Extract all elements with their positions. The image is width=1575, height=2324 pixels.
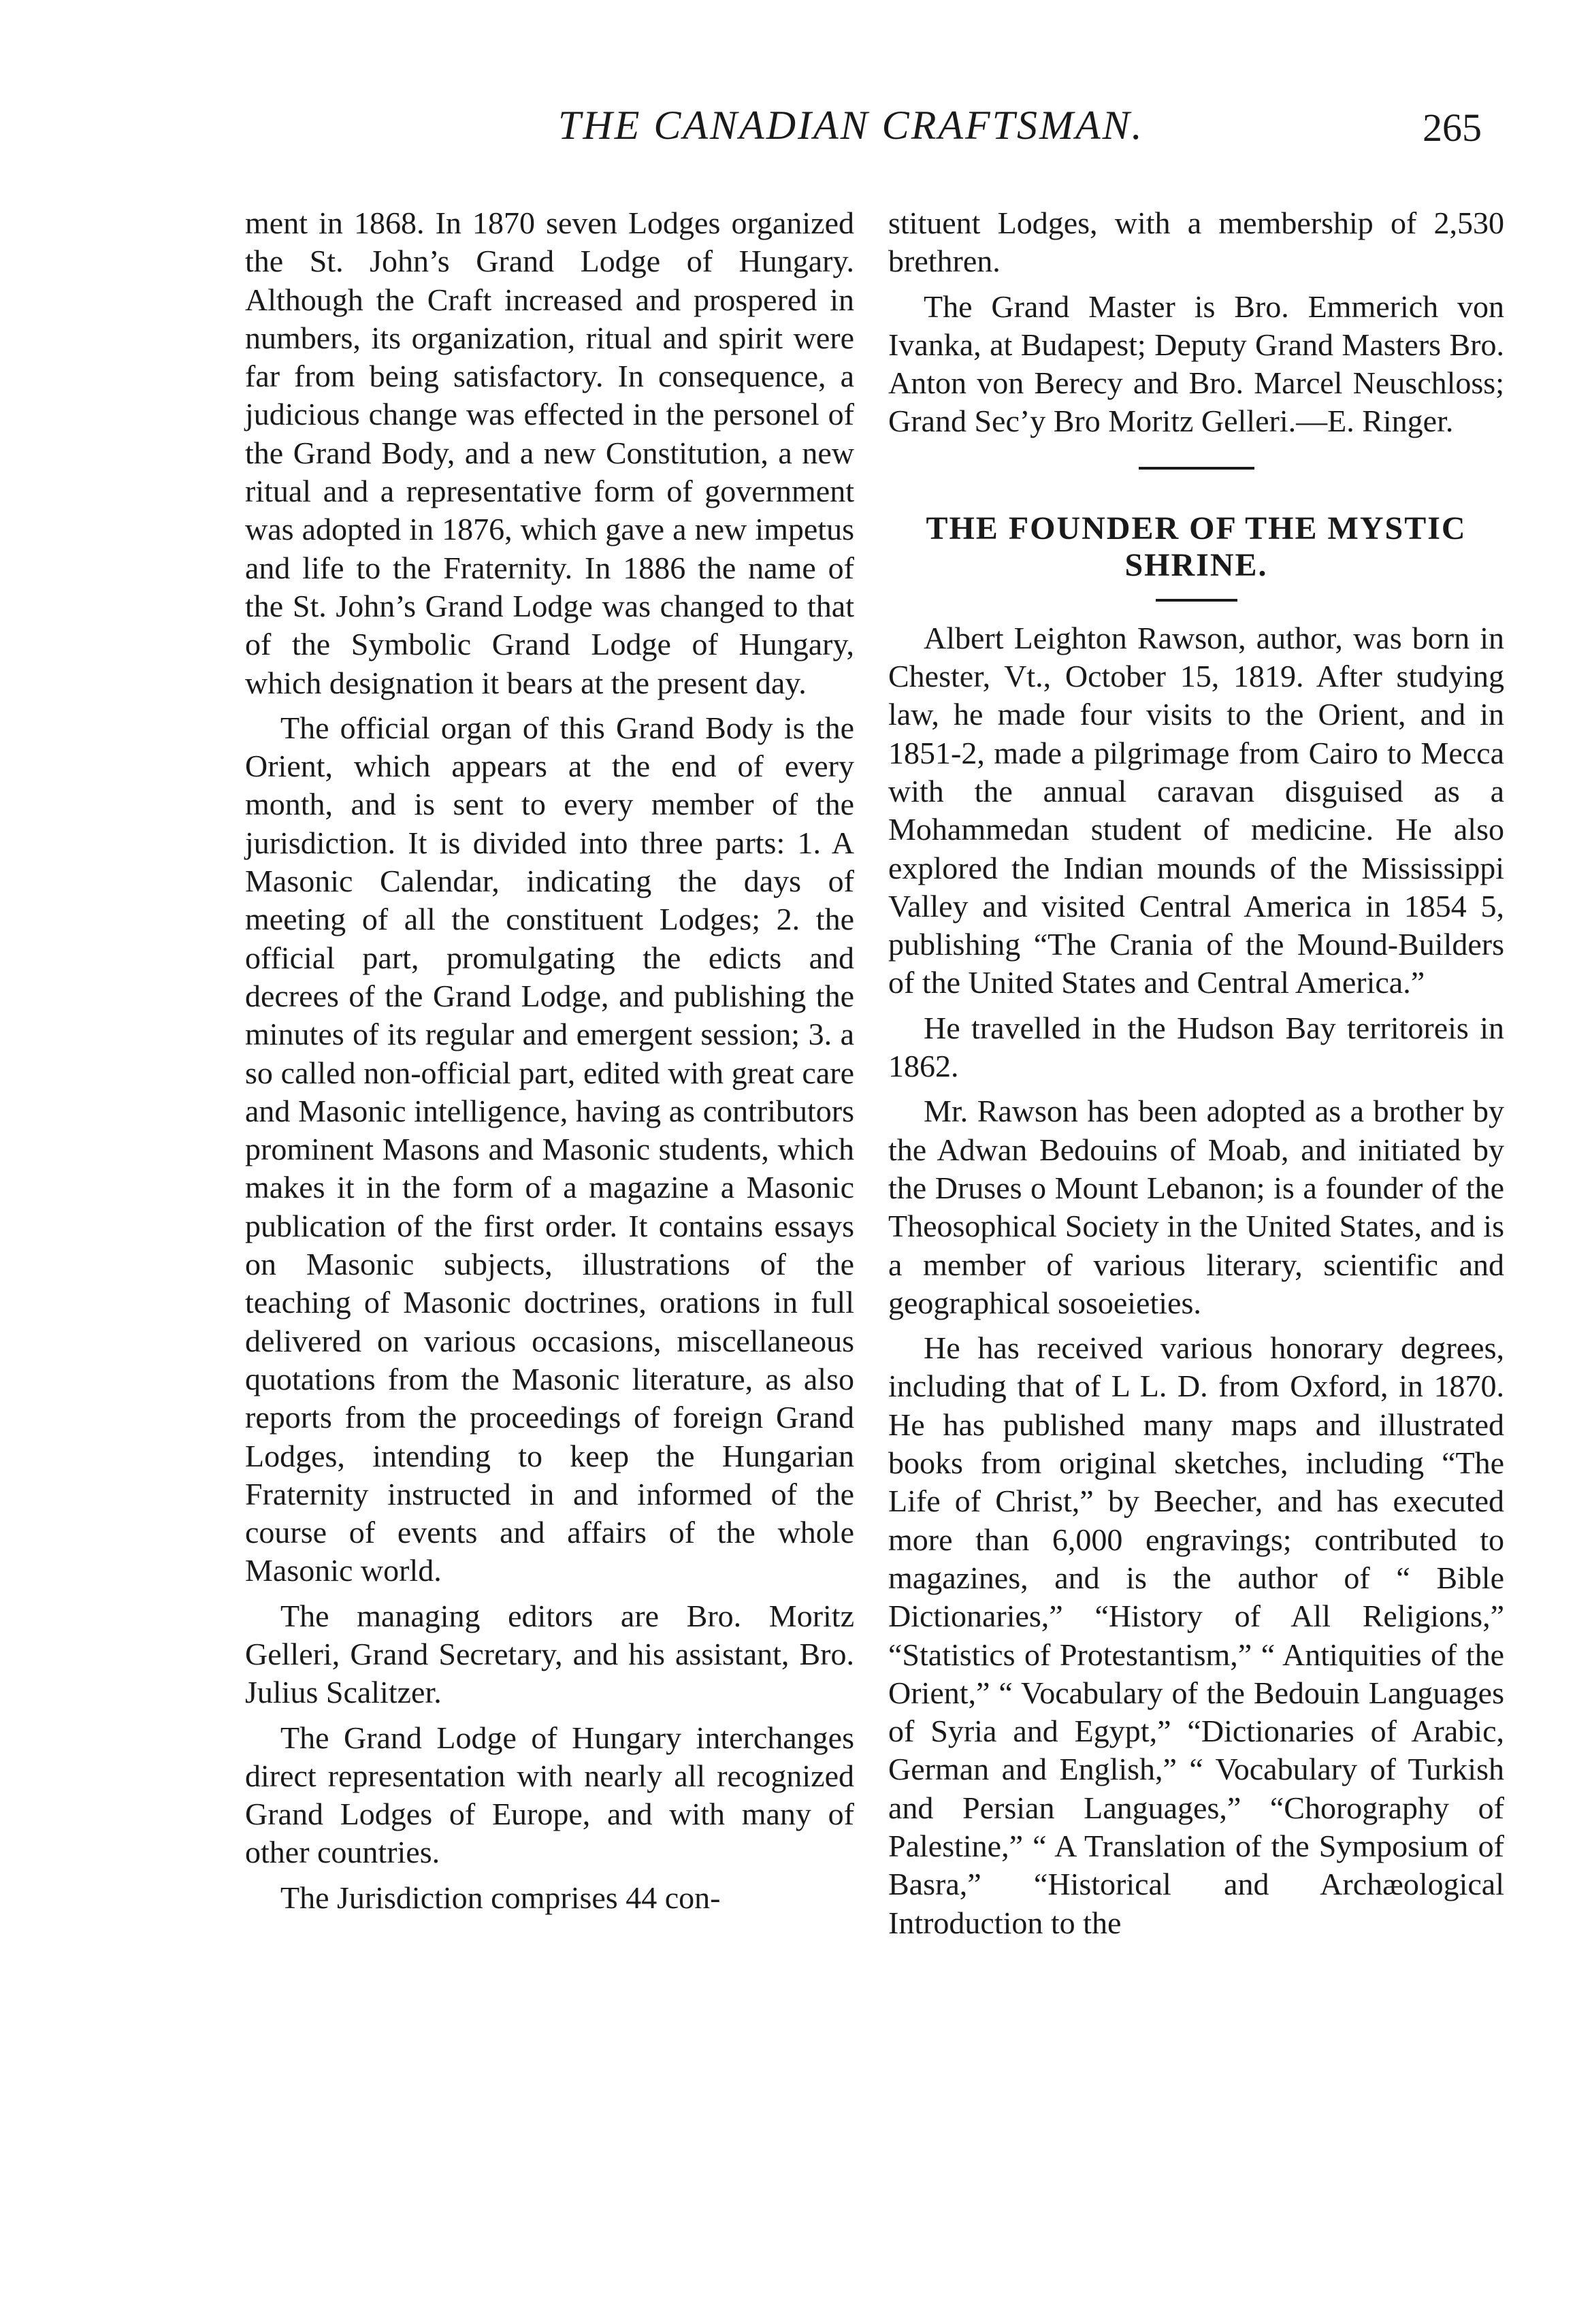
running-title: THE CANADIAN CRAFTSMAN. [558,103,1144,148]
paragraph: ment in 1868. In 1870 seven Lodges organized the St. John’s Grand Lodge of Hungary. Although the Craft increased and prospered in numbers, its organization, ritual and spirit were far from being satisfactory. In consequence, a judicious change was effected in the personel of the Grand Body, and a new Constitution, a new ritual and a representative form of government was adopted in 1876, which gave a new impetus and life to the Fraternity. In 1886 the name of the St. John’s Grand Lodge was changed to that of the Symbolic Grand Lodge of Hungary, which designation it bears at the present day. [245,206,854,700]
paragraph: The managing editors are Bro. Moritz Gelleri, Grand Secretary, and his assistant, Bro. Julius Scalitzer. [245,1598,854,1710]
paragraph: He has received various honorary degrees, including that of L L. D. from Oxford, in 1870. He has published many maps and illustrated books from original sketches, including “The Life of Christ,” by Beecher, and has executed more than 6,000 engravings; contributed to magazines, and is the author of “ Bible Dictionaries,” “History of All Religions,” “Statistics of Protestantism,” “ Antiquities of the Orient,” “ Vocabulary of the Bedouin Languages of Syria and Egypt,” “Dictionaries of Arabic, German and English,” “ Vocabulary of Turkish and Persian Languages,” “Chorography of Palestine,” “ A Translation of the Symposium of Basra,” “Historical and Archæological Introduction to the [888,1330,1504,1940]
section-divider [1139,467,1254,470]
paragraph: Mr. Rawson has been adopted as a brother by the Adwan Bedouins of Moab, and initiated by the Druses o Mount Lebanon; is a founder of the Theosophical Society in the United States, and is a member of various literary, scientific and geographical sosoeieties. [888,1094,1504,1320]
paragraph: The Grand Lodge of Hungary interchanges direct representation with nearly all recognized Grand Lodges of Europe, and with many of other countries. [245,1720,854,1870]
paragraph: The official organ of this Grand Body is the Orient, which appears at the end of every month, and is sent to every member of the jurisdiction. It is divided into three parts: 1. A Masonic Calendar, indicating the days of meeting of all the constituent Lodges; 2. the official part, promulgating the edicts and decrees of the Grand Lodge, and publishing the minutes of its regular and emergent session; 3. a so called non-official part, edited with great care and Masonic intelligence, having as contributors prominent Masons and Masonic students, which makes it in the form of a magazine a Masonic publication of the first order. It contains essays on Masonic subjects, illustrations of the teaching of Masonic doctrines, orations in full delivered on various occasions, miscellaneous quotations from the Masonic literature, as also reports from the proceedings of foreign Grand Lodges, intending to keep the Hungarian Fraternity instructed in and informed of the course of events and affairs of the whole Masonic world. [245,710,854,1588]
left-column [245,204,854,1924]
right-column [888,204,1504,1949]
paragraph: Albert Leighton Rawson, author, was born in Chester, Vt., October 15, 1819. After studying law, he made four visits to the Orient, and in 1851-2, made a pilgrimage from Cairo to Mecca with the annual caravan disguised as a Mohammedan student of medicine. He also explored the Indian mounds of the Mississippi Valley and visited Central America in 1854 5, publishing “The Crania of the Mound-Builders of the United States and Central America.” [888,620,1504,1000]
page-header [0,102,1575,177]
paragraph: stituent Lodges, with a membership of 2,530 brethren. [888,206,1504,279]
paragraph: The Jurisdiction comprises 44 con- [280,1880,721,1915]
page-number: 265 [1423,105,1482,150]
heading-rule [1156,599,1237,602]
paragraph: He travelled in the Hudson Bay territoreis in 1862. [888,1010,1504,1084]
paragraph: The Grand Master is Bro. Emmerich von Ivanka, at Budapest; Deputy Grand Masters Bro. Anton von Berecy and Bro. Marcel Neuschloss; Grand Sec’y Bro Moritz Gelleri.—E. Ringer. [888,289,1504,439]
section-heading: THE FOUNDER OF THE MYSTIC SHRINE. [926,510,1467,583]
